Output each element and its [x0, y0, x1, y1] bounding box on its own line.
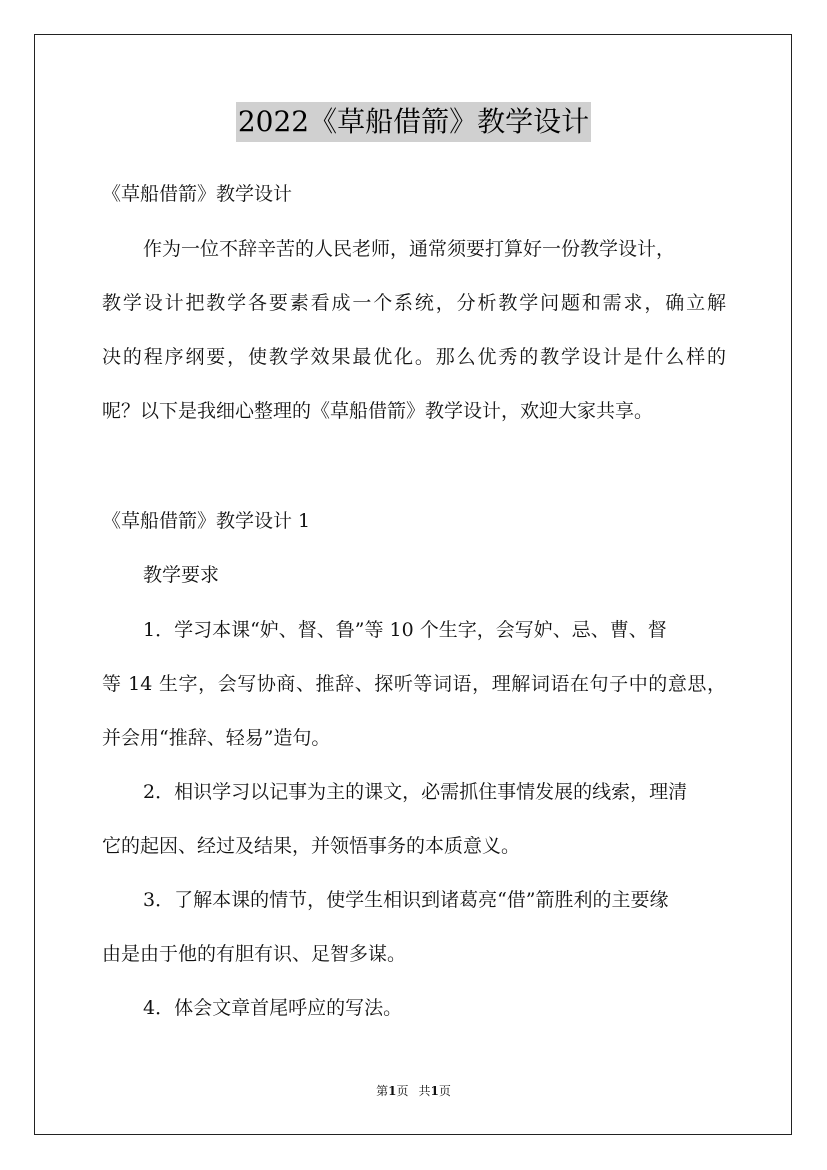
title-container: [0, 102, 827, 142]
section-heading: 《草船借箭》教学设计 1: [102, 510, 311, 532]
requirements-heading: 教学要求: [143, 564, 220, 586]
item-2-line-2: 它的起因、经过及结果，并领悟事务的本质意义。: [102, 835, 521, 857]
footer-page-suffix: 页: [396, 1084, 409, 1098]
item-1-line-3: 并会用“推辞、轻易”造句。: [102, 727, 331, 749]
intro-line-4: 呢？以下是我细心整理的《草船借箭》教学设计，欢迎大家共享。: [102, 400, 654, 422]
document-subtitle: 《草船借箭》教学设计: [102, 183, 293, 205]
item-1-line-2: 等 14 生字，会写协商、推辞、探听等词语，理解词语在句子中的意思，: [102, 673, 726, 695]
item-1-line-1: 1．学习本课“妒、督、鲁”等 10 个生字，会写妒、忌、曹、督: [143, 619, 667, 641]
page-footer: [0, 1083, 827, 1099]
item-3-line-2: 由是由于他的有胆有识、足智多谋。: [102, 943, 407, 965]
intro-line-3: 决的程序纲要，使教学效果最优化。那么优秀的教学设计是什么样的: [102, 346, 726, 368]
item-3-line-1: 3．了解本课的情节，使学生相识到诸葛亮“借”箭胜利的主要缘: [143, 889, 669, 911]
footer-page-prefix: 第: [376, 1084, 389, 1098]
footer-total-number: 1: [430, 1084, 439, 1098]
intro-line-1: 作为一位不辞辛苦的人民老师，通常须要打算好一份教学设计，: [143, 238, 676, 260]
footer-total-prefix: 共: [418, 1084, 431, 1098]
footer-total-suffix: 页: [438, 1084, 451, 1098]
footer-page-number: 1: [388, 1084, 397, 1098]
document-title: 2022《草船借箭》教学设计: [236, 102, 591, 142]
item-2-line-1: 2．相识学习以记事为主的课文，必需抓住事情发展的线索，理清: [143, 781, 688, 803]
intro-line-2: 教学设计把教学各要素看成一个系统，分析教学问题和需求，确立解: [102, 292, 726, 314]
item-4-line-1: 4．体会文章首尾呼应的写法。: [143, 997, 403, 1019]
